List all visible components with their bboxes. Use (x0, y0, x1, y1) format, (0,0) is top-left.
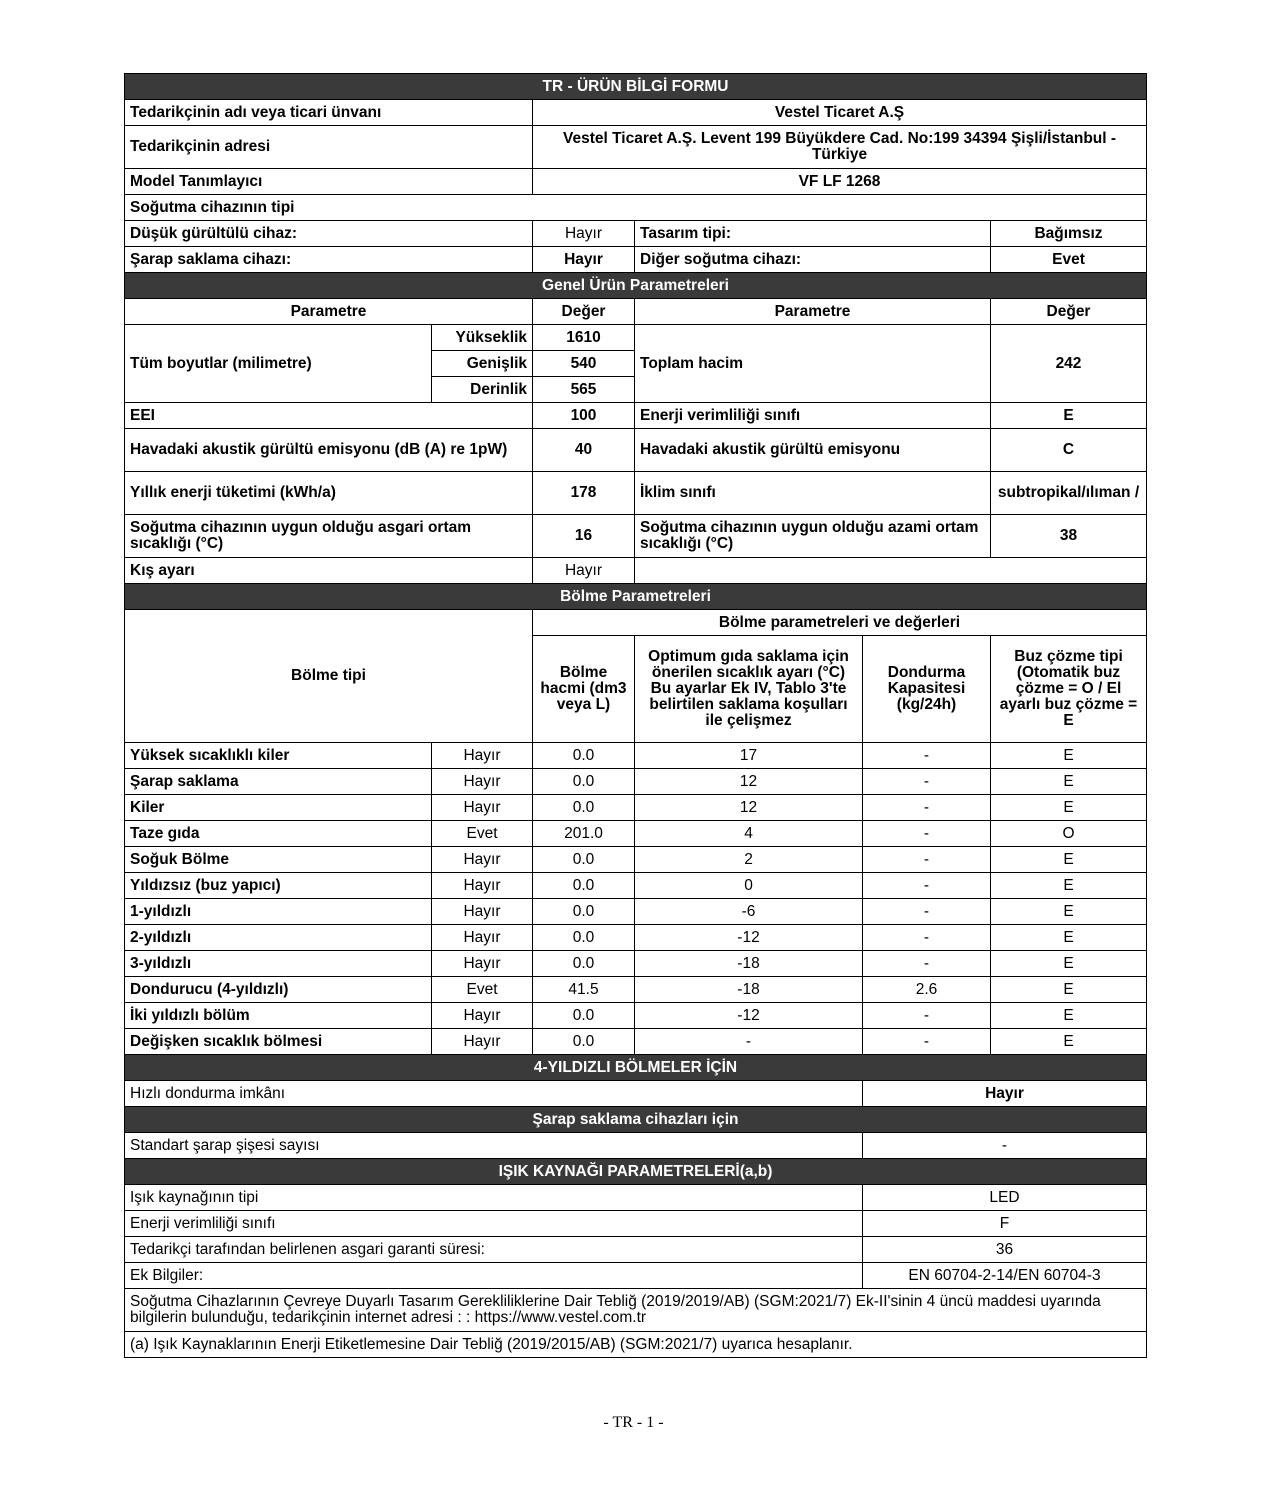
four-star-header: 4-YILDIZLI BÖLMELER İÇİN (125, 1055, 1147, 1081)
compartment-row (125, 899, 1147, 925)
compartment-volume: 0.0 (533, 1029, 635, 1055)
page-number: - TR - 1 - (603, 1414, 664, 1431)
compartment-freeze-capacity: 2.6 (863, 977, 991, 1003)
compartment-name: Değişken sıcaklık bölmesi (125, 1029, 432, 1055)
eei-label: EEI (125, 403, 533, 429)
compartment-freeze-capacity: - (863, 847, 991, 873)
light-class-label: Enerji verimliliği sınıfı (125, 1211, 863, 1237)
compartment-row (125, 925, 1147, 951)
compartment-volume: 0.0 (533, 847, 635, 873)
compartment-defrost-type: E (991, 795, 1147, 821)
col-temp-header: Optimum gıda saklama için önerilen sıcaklık ayarı (°C) Bu ayarlar Ek IV, Tablo 3'te belirtilen saklama koşulları ile çelişmez (635, 636, 863, 743)
compartment-type-header: Bölme tipi (125, 610, 533, 743)
compartment-defrost-type: E (991, 1029, 1147, 1055)
wine-bottles-label: Standart şarap şişesi sayısı (125, 1133, 863, 1159)
wine-bottles-value: - (863, 1133, 1147, 1159)
height-value: 1610 (533, 325, 635, 351)
note-ecodesign: Soğutma Cihazlarının Çevreye Duyarlı Tasarım Gerekliliklerine Dair Tebliğ (2019/2019/AB) (SGM:2021/7) Ek-II'sinin 4 üncü maddesi uyarında bilgilerin bulunduğu, tedarikçinin internet adresi : : https://www.vestel.com.tr (125, 1289, 1147, 1332)
compartment-freeze-capacity: - (863, 899, 991, 925)
value-header-right: Değer (991, 299, 1147, 325)
compartment-name: 2-yıldızlı (125, 925, 432, 951)
compartment-name: Taze gıda (125, 821, 432, 847)
max-temp-label: Soğutma cihazının uygun olduğu azami ortam sıcaklığı (°C) (635, 515, 991, 558)
compartment-temp: - (635, 1029, 863, 1055)
compartment-name: 1-yıldızlı (125, 899, 432, 925)
compartment-defrost-type: E (991, 847, 1147, 873)
compartment-rows (125, 743, 1147, 1055)
winter-setting-value: Hayır (533, 558, 635, 584)
extra-info-label: Ek Bilgiler: (125, 1263, 863, 1289)
compartment-row (125, 873, 1147, 899)
compartment-row (125, 977, 1147, 1003)
compartment-row (125, 821, 1147, 847)
noise-class-label: Havadaki akustik gürültü emisyonu (635, 429, 991, 472)
compartment-freeze-capacity: - (863, 1003, 991, 1029)
other-device-value: Evet (991, 247, 1147, 273)
compartment-temp: 17 (635, 743, 863, 769)
compartment-name: Şarap saklama (125, 769, 432, 795)
value-header-left: Değer (533, 299, 635, 325)
compartment-temp: 12 (635, 795, 863, 821)
compartment-volume: 0.0 (533, 769, 635, 795)
product-info-form (124, 73, 1147, 1358)
compartment-values-header: Bölme parametreleri ve değerleri (533, 610, 1147, 636)
compartment-defrost-type: E (991, 951, 1147, 977)
height-label: Yükseklik (432, 325, 533, 351)
other-device-label: Diğer soğutma cihazı: (635, 247, 991, 273)
compartment-row (125, 847, 1147, 873)
compartment-defrost-type: E (991, 769, 1147, 795)
compartment-volume: 0.0 (533, 743, 635, 769)
compartment-row (125, 795, 1147, 821)
annual-energy-label: Yıllık enerji tüketimi (kWh/a) (125, 472, 533, 515)
compartment-volume: 0.0 (533, 951, 635, 977)
compartment-freeze-capacity: - (863, 743, 991, 769)
compartment-present: Hayır (432, 925, 533, 951)
compartment-volume: 0.0 (533, 899, 635, 925)
energy-class-label: Enerji verimliliği sınıfı (635, 403, 991, 429)
compartment-present: Hayır (432, 951, 533, 977)
compartment-row (125, 1003, 1147, 1029)
noise-value: 40 (533, 429, 635, 472)
compartment-volume: 41.5 (533, 977, 635, 1003)
compartment-defrost-type: E (991, 899, 1147, 925)
param-header-left: Parametre (125, 299, 533, 325)
compartment-temp: -18 (635, 951, 863, 977)
dimensions-label: Tüm boyutlar (milimetre) (125, 325, 432, 403)
low-noise-label: Düşük gürültülü cihaz: (125, 221, 533, 247)
compartment-name: Kiler (125, 795, 432, 821)
supplier-name-label: Tedarikçinin adı veya ticari ünvanı (125, 100, 533, 126)
max-temp-value: 38 (991, 515, 1147, 558)
compartment-volume: 0.0 (533, 1003, 635, 1029)
eei-value: 100 (533, 403, 635, 429)
compartment-present: Hayır (432, 847, 533, 873)
light-source-header: IŞIK KAYNAĞI PARAMETRELERİ(a,b) (125, 1159, 1147, 1185)
compartment-defrost-type: E (991, 1003, 1147, 1029)
low-noise-value: Hayır (533, 221, 635, 247)
compartment-row (125, 951, 1147, 977)
compartment-present: Hayır (432, 1003, 533, 1029)
compartment-defrost-type: E (991, 743, 1147, 769)
compartment-freeze-capacity: - (863, 925, 991, 951)
compartment-temp: 0 (635, 873, 863, 899)
fast-freeze-label: Hızlı dondurma imkânı (125, 1081, 863, 1107)
compartment-defrost-type: E (991, 977, 1147, 1003)
wine-device-value: Hayır (533, 247, 635, 273)
wine-header: Şarap saklama cihazları için (125, 1107, 1147, 1133)
annual-energy-value: 178 (533, 472, 635, 515)
model-value: VF LF 1268 (533, 169, 1147, 195)
compartment-defrost-type: O (991, 821, 1147, 847)
compartment-row (125, 743, 1147, 769)
supplier-address-label: Tedarikçinin adresi (125, 126, 533, 169)
noise-label: Havadaki akustik gürültü emisyonu (dB (A) re 1pW) (125, 429, 533, 472)
wine-device-label: Şarap saklama cihazı: (125, 247, 533, 273)
compartment-name: Dondurucu (4-yıldızlı) (125, 977, 432, 1003)
compartment-present: Evet (432, 821, 533, 847)
width-value: 540 (533, 351, 635, 377)
compartment-volume: 0.0 (533, 925, 635, 951)
compartment-present: Evet (432, 977, 533, 1003)
compartment-freeze-capacity: - (863, 951, 991, 977)
model-label: Model Tanımlayıcı (125, 169, 533, 195)
compartment-present: Hayır (432, 795, 533, 821)
compartment-volume: 0.0 (533, 795, 635, 821)
compartment-temp: -12 (635, 925, 863, 951)
compartment-present: Hayır (432, 769, 533, 795)
compartment-row (125, 769, 1147, 795)
compartment-temp: -6 (635, 899, 863, 925)
compartment-freeze-capacity: - (863, 769, 991, 795)
general-params-header: Genel Ürün Parametreleri (125, 273, 1147, 299)
compartment-temp: -18 (635, 977, 863, 1003)
supplier-name-value: Vestel Ticaret A.Ş (533, 100, 1147, 126)
compartment-name: Soğuk Bölme (125, 847, 432, 873)
empty-cell (635, 558, 1147, 584)
compartment-volume: 201.0 (533, 821, 635, 847)
note-light-label: (a) Işık Kaynaklarının Enerji Etiketlemesine Dair Tebliğ (2019/2015/AB) (SGM:2021/7) uyarıca hesaplanır. (125, 1332, 1147, 1358)
compartment-defrost-type: E (991, 925, 1147, 951)
min-temp-label: Soğutma cihazının uygun olduğu asgari ortam sıcaklığı (°C) (125, 515, 533, 558)
compartment-freeze-capacity: - (863, 1029, 991, 1055)
total-volume-label: Toplam hacim (635, 325, 991, 403)
noise-class-value: C (991, 429, 1147, 472)
design-type-value: Bağımsız (991, 221, 1147, 247)
depth-value: 565 (533, 377, 635, 403)
compartment-present: Hayır (432, 1029, 533, 1055)
col-volume-header: Bölme hacmi (dm3 veya L) (533, 636, 635, 743)
compartment-name: Yıldızsız (buz yapıcı) (125, 873, 432, 899)
compartment-freeze-capacity: - (863, 873, 991, 899)
compartment-volume: 0.0 (533, 873, 635, 899)
compartment-present: Hayır (432, 743, 533, 769)
compartment-present: Hayır (432, 873, 533, 899)
compartment-freeze-capacity: - (863, 795, 991, 821)
form-title: TR - ÜRÜN BİLGİ FORMU (125, 74, 1147, 100)
winter-setting-label: Kış ayarı (125, 558, 533, 584)
compartment-name: Yüksek sıcaklıklı kiler (125, 743, 432, 769)
energy-class-value: E (991, 403, 1147, 429)
design-type-label: Tasarım tipi: (635, 221, 991, 247)
min-temp-value: 16 (533, 515, 635, 558)
col-freeze-header: Dondurma Kapasitesi (kg/24h) (863, 636, 991, 743)
compartment-params-header: Bölme Parametreleri (125, 584, 1147, 610)
device-type-label: Soğutma cihazının tipi (125, 195, 1147, 221)
total-volume-value: 242 (991, 325, 1147, 403)
compartment-present: Hayır (432, 899, 533, 925)
light-type-label: Işık kaynağının tipi (125, 1185, 863, 1211)
compartment-defrost-type: E (991, 873, 1147, 899)
compartment-temp: -12 (635, 1003, 863, 1029)
warranty-value: 36 (863, 1237, 1147, 1263)
depth-label: Derinlik (432, 377, 533, 403)
light-class-value: F (863, 1211, 1147, 1237)
supplier-address-value: Vestel Ticaret A.Ş. Levent 199 Büyükdere Cad. No:199 34394 Şişli/İstanbul - Türkiye (533, 126, 1147, 169)
compartment-temp: 12 (635, 769, 863, 795)
light-type-value: LED (863, 1185, 1147, 1211)
compartment-name: İki yıldızlı bölüm (125, 1003, 432, 1029)
param-header-right: Parametre (635, 299, 991, 325)
fast-freeze-value: Hayır (863, 1081, 1147, 1107)
compartment-freeze-capacity: - (863, 821, 991, 847)
climate-class-value: subtropikal/ılıman / (991, 472, 1147, 515)
compartment-row (125, 1029, 1147, 1055)
width-label: Genişlik (432, 351, 533, 377)
compartment-name: 3-yıldızlı (125, 951, 432, 977)
col-defrost-header: Buz çözme tipi (Otomatik buz çözme = O / El ayarlı buz çözme = E (991, 636, 1147, 743)
compartment-temp: 4 (635, 821, 863, 847)
climate-class-label: İklim sınıfı (635, 472, 991, 515)
warranty-label: Tedarikçi tarafından belirlenen asgari garanti süresi: (125, 1237, 863, 1263)
compartment-temp: 2 (635, 847, 863, 873)
extra-info-value: EN 60704-2-14/EN 60704-3 (863, 1263, 1147, 1289)
